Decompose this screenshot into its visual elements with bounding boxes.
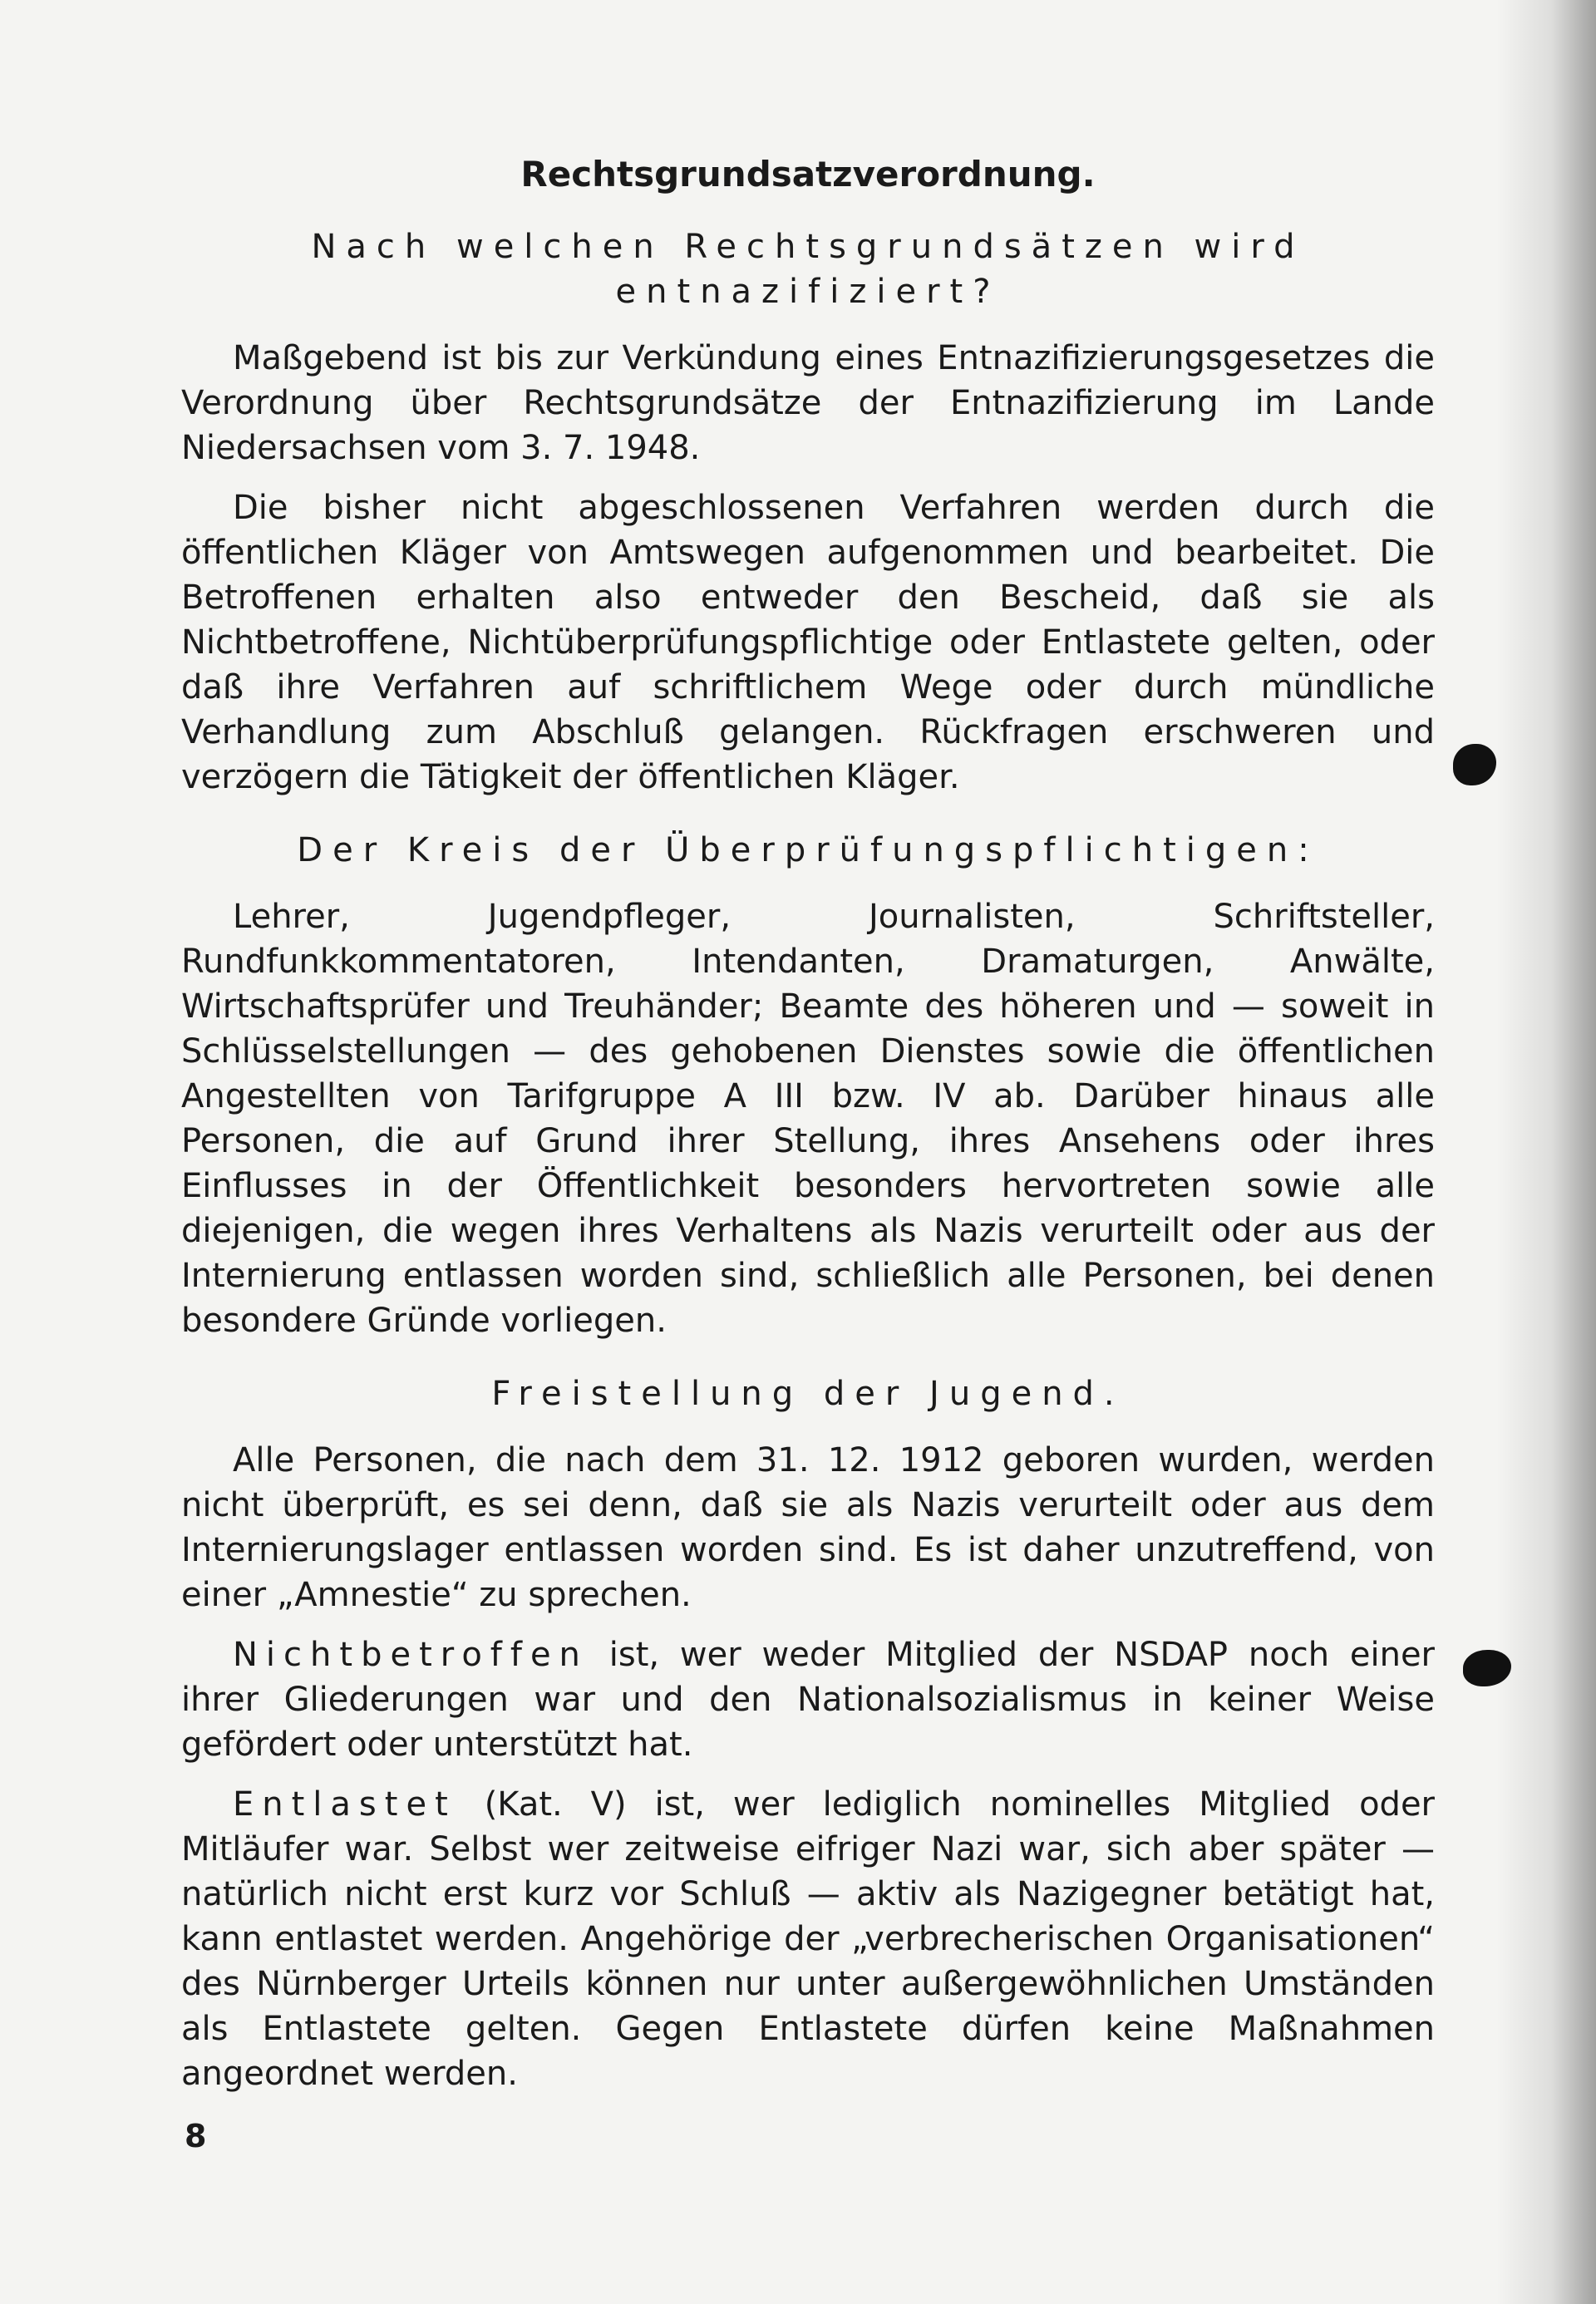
section-paragraph-freistellung: Alle Personen, die nach dem 31. 12. 1912 geboren wurden, werden nicht überprüft, es sei denn, daß sie als Nazis verurteilt oder aus dem Internierungslager entlassen worden sind. Es ist daher unzutreffend, von einer „Amnestie“ zu sprechen. [181, 1441, 1435, 1614]
term-entlastet: Entlastet [233, 1785, 456, 1824]
nichtbetroffen-definition: ist, wer weder Mitglied der NSDAP noch einer ihrer Gliederungen war und den Nationalsozialismus in keiner Weise gefördert oder unterstützt hat. [181, 1636, 1435, 1764]
entlastet-definition: (Kat. V) ist, wer lediglich nominelles Mitglied oder Mitläufer war. Selbst wer zeitweise eifriger Nazi war, sich aber später — natürlich nicht erst kurz vor Schluß — aktiv als Nazigegner betätigt hat, kann entlastet werden. Angehörige der „verbrecherischen Organisationen“ des Nürnberger Urteils können nur unter außergewöhnlichen Umständen als Entlastete gelten. Gegen Entlastete dürfen keine Maßnahmen angeordnet werden. [181, 1785, 1435, 2093]
term-nichtbetroffen: Nichtbetroffen [233, 1636, 589, 1674]
document-subtitle: Nach welchen Rechtsgrundsätzen wird entnazifiziert? [311, 228, 1305, 311]
intro-paragraph-2: Die bisher nicht abgeschlossenen Verfahren werden durch die öffentlichen Kläger von Amtswegen aufgenommen und bearbeitet. Die Betroffenen erhalten also entweder den Bescheid, daß sie als Nichtbetroffene, Nichtüberprüfungspflichtige oder Entlastete gelten, oder daß ihre Verfahren auf schriftlichem Wege oder durch mündliche Verhandlung zum Abschluß gelangen. Rückfragen erschweren und verzögern die Tätigkeit der öffentlichen Kläger. [181, 489, 1435, 796]
text-column [181, 154, 1435, 2111]
section-heading-freistellung: Freistellung der Jugend. [491, 1375, 1125, 1413]
intro-paragraph-1: Maßgebend ist bis zur Verkündung eines Entnazifizierungsgesetzes die Verordnung über Rechtsgrundsätze der Entnazifizierung im Lande Niedersachsen vom 3. 7. 1948. [181, 339, 1435, 467]
section-paragraph-ueberpruefungspflichtige: Lehrer, Jugendpfleger, Journalisten, Schriftsteller, Rundfunkkommentatoren, Intendanten, Dramaturgen, Anwälte, Wirtschaftsprüfer und Treuhänder; Beamte des höheren und — soweit in Schlüsselstellungen — des gehobenen Dienstes sowie die öffentlichen Angestellten von Tarifgruppe A III bzw. IV ab. Darüber hinaus alle Personen, die auf Grund ihrer Stellung, ihres Ansehens oder ihres Einflusses in der Öffentlichkeit besonders hervortreten sowie alle diejenigen, die wegen ihres Verhaltens als Nazis verurteilt oder aus der Internierung entlassen worden sind, schließlich alle Personen, bei denen besondere Gründe vorliegen. [181, 898, 1435, 1340]
document-title: Rechtsgrundsatzverordnung. [520, 154, 1096, 194]
ink-blot [1453, 744, 1496, 785]
section-heading-ueberpruefungspflichtige: Der Kreis der Überprüfungspflichtigen: [297, 831, 1319, 869]
page-edge-shadow [1496, 0, 1596, 2304]
page-number: 8 [185, 2118, 207, 2154]
paragraph-nichtbetroffen [181, 1632, 1435, 1767]
paragraph-entlastet [181, 1782, 1435, 2096]
